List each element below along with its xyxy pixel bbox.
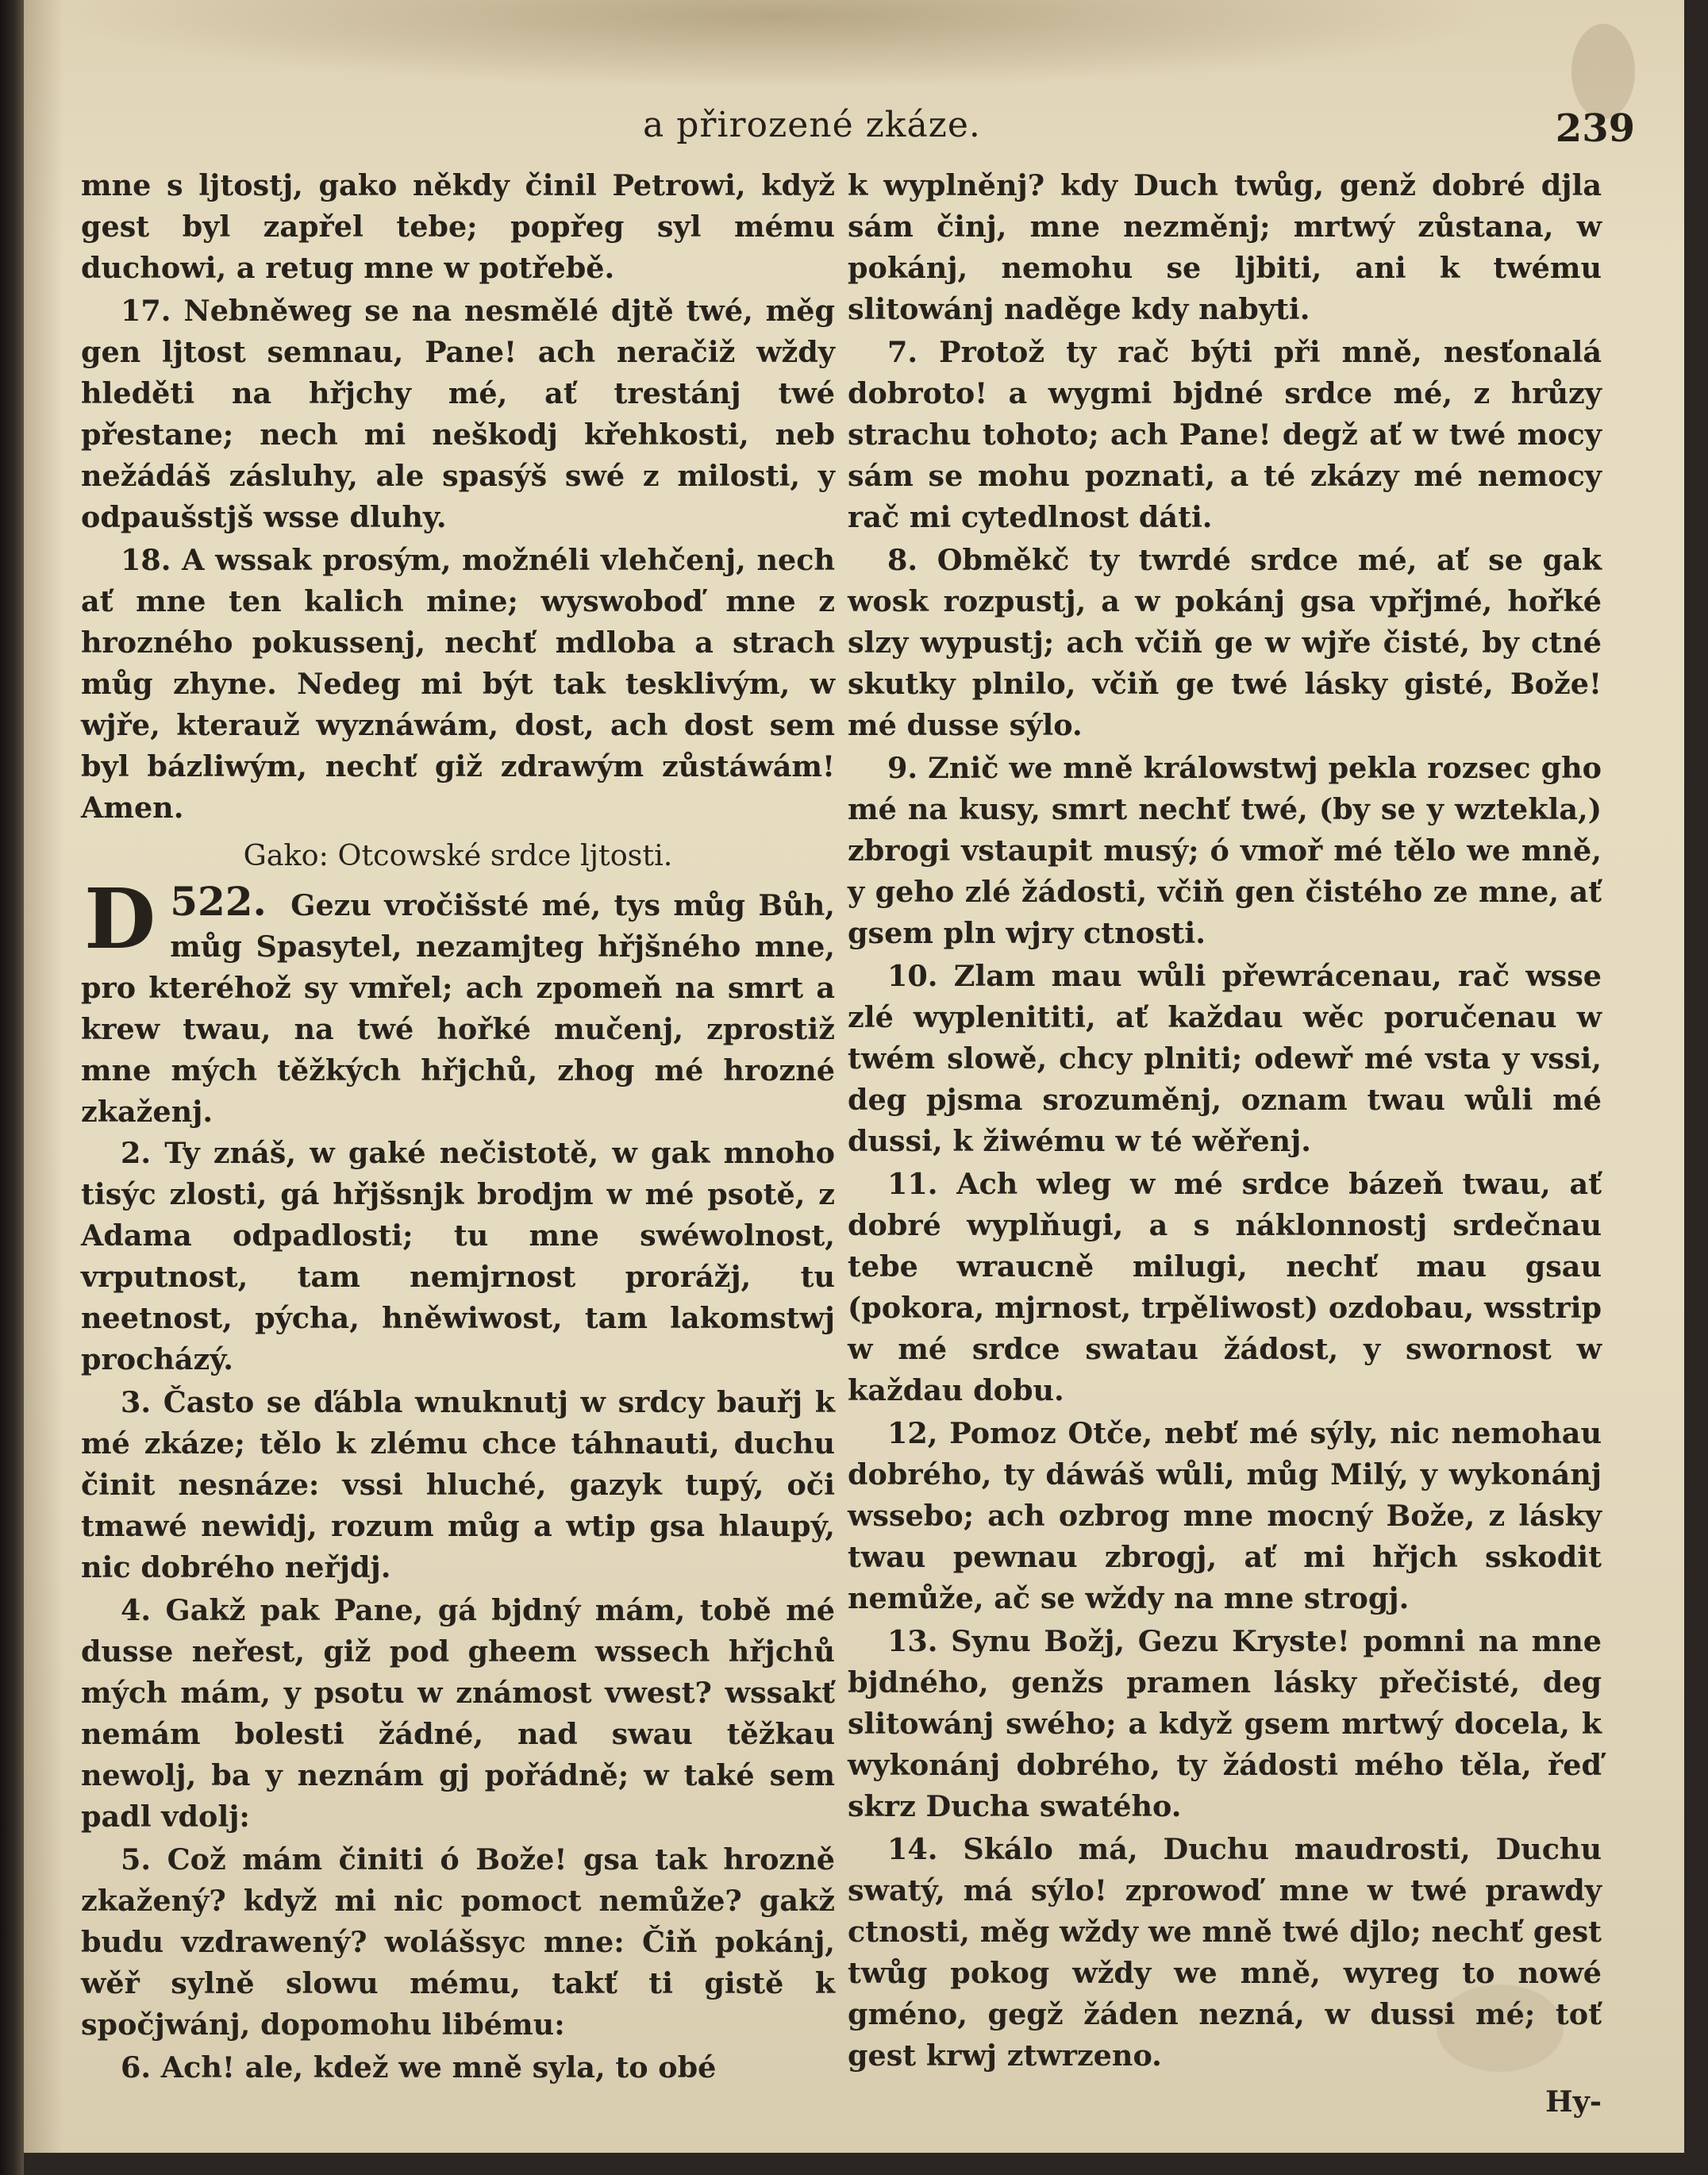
right-column <box>848 165 1602 2123</box>
running-title: a přirozené zkáze. <box>643 105 981 145</box>
verse-continuation: mne s ljtostj, gako někdy činil Petrowi, když gest byl zapřel tebe; popřeg syl mému duchowi, a retug mne w potřebě. <box>81 168 835 285</box>
tune-reference: Gako: Otcowské srdce ljtosti. <box>243 838 673 872</box>
verse-14: 14. Skálo má, Duchu maudrosti, Duchu swatý, má sýlo! zprowoď mne w twé prawdy ctnosti, měg wždy we mně twé djlo; nechť gest twůg pokog wždy we mně, wyreg to nowé gméno, gegž žáden nezná, w dussi mé; toť gest krwj ztwrzeno. <box>848 1832 1602 2073</box>
verse-5: 5. Což mám činiti ó Bože! gsa tak hrozně zkažený? když mi nic pomoct nemůže? gakž budu vzdrawený? wolášsyc mne: Čiň pokánj, wěř sylně slowu mému, takť ti gistě k spočjwánj, dopomohu libému: <box>81 1842 835 2042</box>
page-number: 239 <box>1555 106 1635 151</box>
verse-2: 2. Ty znáš, w gaké nečistotě, w gak mnoho tisýc zlosti, gá hřjšsnjk brodjm w mé psotě, z Adama odpadlosti; tu mne swéwolnost, vrputnost, tam nemjrnost prorážj, tu neetnost, pýcha, hněwiwost, tam lakomstwj procházý. <box>81 1136 835 1376</box>
verse-11: 11. Ach wleg w mé srdce bázeň twau, ať dobré wyplňugi, a s náklonnostj srdečnau tebe wraucně milugi, nechť mau gsau (pokora, mjrnost, trpěliwost) ozdobau, wsstrip w mé srdce swatau žádost, y swornost w každau dobu. <box>848 1167 1602 1407</box>
verse-3: 3. Často se ďábla wnuknutj w srdcy bauřj k mé zkáze; tělo k zlému chce táhnauti, duchu činit nesnáze: vssi hluché, gazyk tupý, oči tmawé newidj, rozum můg a wtip gsa hlaupý, nic dobrého neřjdj. <box>81 1385 835 1584</box>
verse-12: 12, Pomoz Otče, nebť mé sýly, nic nemohau dobrého, ty dáwáš wůli, můg Milý, y wykonánj wssebo; ach ozbrog mne mocný Bože, z lásky twau pewnau zbrogj, ať mi hřjch sskodit nemůže, ač se wždy na mne strogj. <box>848 1416 1602 1615</box>
verse-7: 7. Protož ty rač býti při mně, nesťonalá dobroto! a wygmi bjdné srdce mé, z hrůzy strachu tohoto; ach Pane! degž ať w twé mocy sám se mohu poznati, a té zkázy mé nemocy rač mi cytedlnost dáti. <box>848 335 1602 534</box>
book-edge <box>0 0 24 2175</box>
verse-9: 9. Znič we mně králowstwj pekla rozsec gho mé na kusy, smrt nechť twé, (by se y wztekla,) zbrogi vstaupit musý; ó vmoř mé tělo we mně, y geho zlé žádosti, včiň gen čistého ze mne, ať gsem pln wjry ctnosti. <box>848 751 1602 950</box>
verse-10: 10. Zlam mau wůli přewrácenau, rač wsse zlé wyplenititi, ať každau wěc poručenau w twém slowě, chcy plniti; odewř mé vsta y vssi, deg pjsma srozuměnj, oznam twau wůli mé dussi, k žiwému w té wěřenj. <box>848 959 1602 1158</box>
verse-4: 4. Gakž pak Pane, gá bjdný mám, tobě mé dusse neřest, giž pod gheem wssech hřjchů mých mám, y psotu w známost vwest? wssakť nemám bolesti žádné, nad swau těžkau newolj, ba y neznám gj pořádně; w také sem padl vdolj: <box>81 1593 835 1834</box>
verse-13: 13. Synu Božj, Gezu Kryste! pomni na mne bjdného, genžs pramen lásky přečisté, deg slitowánj swého; a když gsem mrtwý docela, k wykonánj dobrého, ty žádosti mého těla, řeď skrz Ducha swatého. <box>848 1624 1602 1823</box>
verse-continuation: k wyplněnj? kdy Duch twůg, genž dobré djla sám činj, mne nezměnj; mrtwý zůstana, w pokánj, nemohu se ljbiti, ani k twému slitowánj naděge kdy nabyti. <box>848 168 1602 326</box>
drop-cap: D <box>84 870 156 968</box>
catchword: Hy- <box>1545 2085 1602 2119</box>
left-column <box>81 165 835 2090</box>
verse-17: 17. Nebněweg se na nesmělé djtě twé, měg gen ljtost semnau, Pane! ach neračiž wždy hleděti na hřjchy mé, ať trestánj twé přestane; nech mi neškodj křehkosti, neb nežádáš zásluhy, ale spasýš swé z milosti, y odpaušstjš wsse dluhy. <box>81 294 835 534</box>
page-header <box>24 105 1684 152</box>
verse-6: 6. Ach! ale, kdež we mně syla, to obé <box>121 2050 717 2085</box>
verse-8: 8. Obměkč ty twrdé srdce mé, ať se gak wosk rozpustj, a w pokánj gsa vpřjmé, hořké slzy wypustj; ach včiň ge w wjře čisté, by ctné skutky plnilo, včiň ge twé lásky gisté, Bože! mé dusse sýlo. <box>848 543 1602 742</box>
verse-18: 18. A wssak prosým, možnéli vlehčenj, nech ať mne ten kalich mine; wyswoboď mne z hrozného pokussenj, nechť mdloba a strach můg zhyne. Nedeg mi být tak tesklivým, w wjře, kterauž wyznáwám, dost, ach dost sem byl bázliwým, nechť giž zdrawým zůstáwám! Amen. <box>81 543 835 825</box>
hymn-522 <box>81 870 835 1133</box>
verse-1: Gezu vročišsté mé, tys můg Bůh, můg Spasytel, nezamjteg hřjšného mne, pro kteréhož sy vmřel; ach zpomeň na smrt a krew twau, na twé hořké mučenj, zprostiž mne mých těžkých hřjchů, zhog mé hrozné zkaženj. <box>81 888 835 1129</box>
book-page <box>24 0 1684 2153</box>
hymn-number: 522. <box>170 878 267 925</box>
